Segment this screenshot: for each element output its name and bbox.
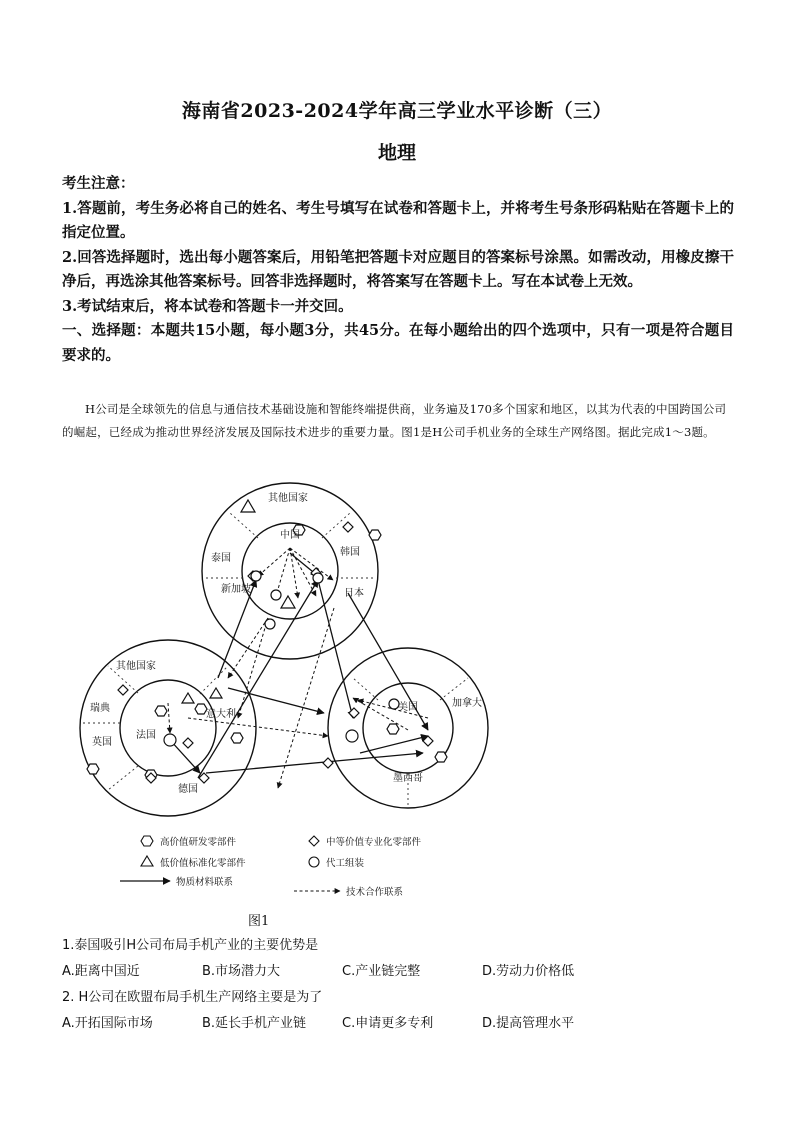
europe-region <box>80 640 256 816</box>
exam-title: 海南省2023-2024学年高三学业水平诊断（三） <box>181 100 613 122</box>
network-diagram <box>78 468 508 900</box>
legend-circle-icon <box>309 857 319 867</box>
label-asia-other: 其他国家 <box>268 493 308 504</box>
label-canada: 加拿大 <box>452 698 482 709</box>
q1-option-c[interactable]: C.产业链完整 <box>342 964 421 979</box>
label-uk: 英国 <box>92 737 112 748</box>
notes-item-3: 3.考试结束后，将本试卷和答题卡一并交回。 <box>62 297 353 315</box>
q2-option-a[interactable]: A.开拓国际市场 <box>62 1016 153 1031</box>
asia-region <box>202 483 378 659</box>
notes-item-2: 2.回答选择题时，选出每小题答案后，用铅笔把答题卡对应题目的答案标号涂黑。如需改动，用橡皮擦干净后，再选涂其他答案标号。回答非选择题时，将答案写在答题卡上。写在本试卷上无效。 <box>62 248 734 290</box>
legend-hexagon-label: 高价值研发零部件 <box>160 837 237 848</box>
label-sweden: 瑞典 <box>90 703 110 714</box>
label-italy: 意大利 <box>206 709 236 720</box>
label-mexico: 墨西哥 <box>393 773 423 784</box>
triangle-nodes <box>182 500 295 703</box>
label-china: 中国 <box>280 530 300 541</box>
reading-passage: H公司是全球领先的信息与通信技术基础设施和智能终端提供商，业务遍及170多个国家和地区，以其为代表的中国跨国公司的崛起，已经成为推动世界经济发展及国际技术进步的重要力量。图1是H公司手机业务的全球生产网络图。据此完成1～3题。 <box>62 402 727 439</box>
label-germany: 德国 <box>178 784 198 795</box>
legend-diamond-icon <box>309 836 319 846</box>
label-europe-other: 其他国家 <box>116 661 156 672</box>
production-network-figure <box>78 468 508 900</box>
legend-circle-label: 代工组装 <box>326 858 365 869</box>
exam-subject: 地理 <box>377 142 416 164</box>
technology-links <box>168 548 428 788</box>
notes-heading: 考生注意： <box>62 175 135 192</box>
legend-dashed-arrow-label: 技术合作联系 <box>346 887 404 898</box>
label-france: 法国 <box>136 730 156 741</box>
legend-triangle-icon <box>141 856 153 866</box>
label-korea: 韩国 <box>340 547 360 558</box>
notes-item-1: 1.答题前，考生务必将自己的姓名、考生号填写在试卷和答题卡上，并将考生号条形码粘贴在答题卡上的指定位置。 <box>62 199 734 241</box>
label-thailand: 泰国 <box>211 553 231 564</box>
q1-option-b[interactable]: B.市场潜力大 <box>202 964 281 979</box>
figure-legend <box>120 836 422 898</box>
hexagon-nodes <box>87 525 447 780</box>
figure-caption: 图1 <box>248 914 270 929</box>
section-heading: 一、选择题：本题共15小题，每小题3分，共45分。在每小题给出的四个选项中，只有一项是符合题目要求的。 <box>62 322 734 364</box>
label-japan: 日本 <box>344 588 364 599</box>
label-usa: 美国 <box>398 702 418 713</box>
legend-hexagon-icon <box>141 836 153 846</box>
q1-option-d[interactable]: D.劳动力价格低 <box>482 964 575 979</box>
legend-diamond-label: 中等价值专业化零部件 <box>326 837 422 848</box>
question-2-stem: 2. H公司在欧盟布局手机生产网络主要是为了 <box>62 990 323 1005</box>
q1-option-a[interactable]: A.距离中国近 <box>62 964 140 979</box>
exam-notes <box>62 172 734 368</box>
q2-option-d[interactable]: D.提高管理水平 <box>482 1016 575 1031</box>
material-links <box>170 553 428 778</box>
question-1-stem: 1.泰国吸引H公司布局手机产业的主要优势是 <box>62 938 319 953</box>
label-singapore: 新加坡 <box>221 584 251 595</box>
legend-solid-arrow-label: 物质材料联系 <box>176 877 234 888</box>
q2-option-c[interactable]: C.申请更多专利 <box>342 1016 434 1031</box>
region-labels <box>90 491 482 795</box>
legend-triangle-label: 低价值标准化零部件 <box>160 858 246 869</box>
q2-option-b[interactable]: B.延长手机产业链 <box>202 1016 307 1031</box>
